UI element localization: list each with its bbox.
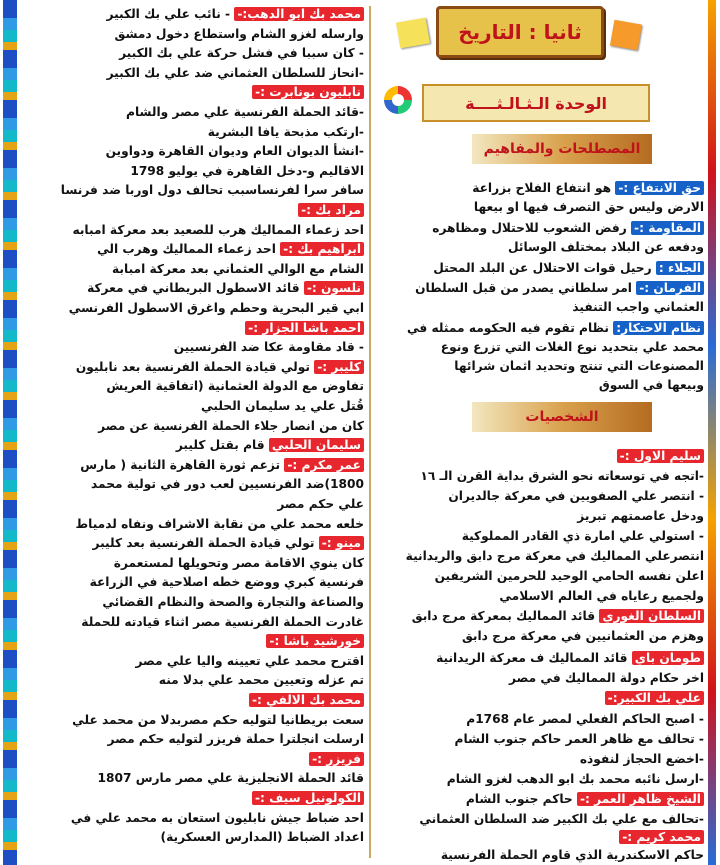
person-line [90, 574, 364, 591]
person-label: مينو :- [319, 536, 364, 550]
person-line [509, 670, 704, 687]
person-label: نابليون بونابرت :- [252, 85, 364, 99]
term-label: المقاومة :- [631, 221, 704, 235]
person-text: ولجميع رعاياه في العالم الاسلامي [499, 589, 704, 603]
term-line [508, 239, 704, 256]
person-line [72, 222, 364, 239]
person-label: كليبر :- [314, 360, 364, 374]
main-title: ثانيا : التاريخ [458, 20, 582, 44]
person-line [75, 516, 364, 533]
person-text: والصناعة والتجارة والصحة والنظام القضائي [102, 595, 364, 609]
term-text: محمد علي بتحديد نوع الغلات التي تزرع ونوع [440, 340, 704, 354]
term-text: هو انتفاع الفلاح بزراعة [472, 181, 612, 195]
person-text: قُتل علي يد سليمان الحلبي [201, 399, 364, 413]
person-line-with-label [97, 241, 364, 258]
person-label: الكولونيل سيف :- [252, 791, 364, 805]
person-line [420, 468, 704, 485]
term-text: ودفعه عن البلاد بمختلف الوسائل [508, 240, 704, 254]
person-text: -قائد الحملة الفرنسية علي مصر والشام [126, 105, 364, 119]
person-text: حاكم جنوب الشام [465, 792, 573, 806]
person-label: فريزر :- [309, 752, 364, 766]
person-line [106, 143, 364, 160]
unit-title: الوحدة الـثـالـثــــة [465, 93, 607, 113]
term-line [415, 280, 704, 297]
term-label: حق الانتفاع :- [615, 181, 704, 195]
person-label: ابراهيم بك :- [280, 242, 364, 256]
terms-heading-box [472, 134, 652, 164]
term-line [599, 377, 704, 394]
term-text: وبيعها في السوق [598, 378, 704, 392]
column-divider [369, 6, 371, 858]
person-text: قام بقتل كليبر [175, 438, 265, 453]
person-text: اخر حكام دولة المماليك في مصر [509, 671, 704, 685]
term-line [454, 358, 704, 375]
person-line [114, 555, 364, 572]
person-line [499, 588, 704, 605]
term-text: امر سلطاني يصدر من قبل السلطان [415, 281, 632, 295]
person-line [447, 771, 704, 788]
person-label: نلسون :- [304, 281, 364, 295]
person-line [577, 508, 704, 525]
term-text: رحيل قوات الاحتلال عن البلد المحتل [433, 261, 652, 275]
person-text: سافر سرا لفرنساسبب تحالف دول اوربا ضد فرنسا [60, 183, 364, 198]
term-line [572, 299, 704, 316]
person-text: -انحاز للسلطان العثماني ضد علي بك الكبير [106, 65, 364, 80]
term-line [472, 180, 704, 197]
person-line [419, 811, 704, 828]
person-line-with-label [309, 751, 364, 768]
sticky-note-icon [610, 20, 642, 50]
person-line [61, 182, 364, 199]
person-line-with-label [80, 457, 364, 474]
term-line [432, 220, 704, 237]
person-line [130, 163, 364, 180]
person-text: كان من انصار جلاء الحملة الفرنسية عن مصر [98, 418, 364, 433]
person-label: الشيخ ظاهر العمر :- [577, 792, 704, 806]
main-title-box [436, 6, 604, 58]
person-text: - قاد مقاومة عكا ضد الفرنسيين [173, 340, 364, 355]
person-line [135, 653, 364, 670]
person-line-with-label [93, 535, 365, 552]
person-line-with-label [176, 437, 364, 454]
term-line [474, 199, 704, 216]
person-line [119, 45, 364, 62]
person-text: الاقاليم و-دخل القاهرة في يوليو 1798 [130, 163, 364, 178]
person-text: وهزم من العثمانيين في معركة مرج دابق [461, 629, 704, 643]
term-text: العثماني واجب التنفيذ [572, 300, 704, 314]
decorative-right-border [708, 0, 716, 865]
term-label: نظام الاحتكار: [613, 321, 704, 335]
person-label: سليمان الحلبي [269, 438, 364, 452]
person-line [455, 731, 704, 748]
person-text: 1800)ضد الفرنسيين لعب دور في تولية محمد [91, 477, 364, 492]
person-text: قائد الاسطول البريطاني في معركة [87, 281, 300, 296]
person-text: - انتصر علي الصفويين في معركة جالديران [448, 489, 704, 503]
person-text: تولي قيادة الحملة الفرنسية بعد نابليون [75, 359, 310, 374]
person-text: حاكم الاسكندرية الذي قاوم الحملة الفرنسية [440, 848, 704, 862]
person-line [81, 614, 364, 631]
person-line-with-label [298, 202, 364, 219]
person-text: انتصرعلي المماليك في معركة مرج دابق والريدانية [405, 549, 704, 563]
person-label: السلطان الغوري [599, 609, 704, 623]
term-label: الجلاء : [656, 261, 704, 275]
term-text: نظام تقوم فيه الحكومه ممثله في [406, 321, 609, 335]
person-text: - تحالف مع ظاهر العمر حاكم جنوب الشام [454, 732, 704, 746]
person-line [174, 339, 364, 356]
person-label: محمد كريم :- [619, 830, 704, 844]
person-line [466, 711, 704, 728]
person-text: قائد المماليك ف معركة الريدانية [436, 651, 628, 665]
person-line [71, 810, 364, 827]
person-text: - اصبح الحاكم الفعلي لمصر عام 1768م [466, 712, 704, 726]
person-text: غادرت الحملة الفرنسية مصر اثناء قيادته للحملة [81, 614, 364, 629]
person-label: محمد بك ابو الدهب:- [234, 7, 364, 21]
person-text: وارسله لغزو الشام واستطاع دخول دمشق [114, 26, 364, 41]
decorative-left-border [3, 0, 17, 865]
term-text: المصنوعات التي تنتج وتحديد اثمان شرائها [454, 359, 704, 373]
people-heading: الشخصيات [525, 409, 599, 425]
person-text: الشام مع الوالي العثماني بعد معركة امبابة [112, 261, 364, 276]
sticky-note-icon [396, 18, 430, 49]
lightbulb-icon [384, 86, 412, 114]
person-heading [617, 448, 704, 465]
person-line [106, 378, 364, 395]
person-text: علي حكم مصر [277, 497, 364, 511]
person-label: خورشيد باشا :- [266, 634, 364, 648]
person-text: تفاوض مع الدولة العثمانية (اتفاقية العريش [106, 379, 364, 394]
person-text: احد زعماء المماليك وهرب الي [97, 242, 276, 257]
person-line [161, 829, 364, 846]
person-line [412, 608, 704, 625]
person-line-with-label [249, 692, 364, 709]
person-text: خلعه محمد علي من نقابة الاشراف ونفاه لدمياط [75, 516, 364, 531]
person-text: - استولي علي امارة ذي القادر المملوكية [461, 529, 704, 543]
person-line-with-label [252, 84, 364, 101]
person-line [580, 751, 704, 768]
person-text: ارسلت انجلترا حملة فريزر لتوليه حكم مصر [107, 732, 364, 747]
person-text: اعداد الضباط (المدارس العسكرية) [160, 830, 364, 845]
person-line [435, 568, 704, 585]
person-line [107, 65, 364, 82]
person-text: تزعم ثورة القاهرة الثانية ( مارس [80, 457, 281, 472]
person-text: -تحالف مع علي بك الكبير ضد السلطان العثماني [419, 812, 704, 826]
term-text: الارض وليس حق التصرف فيها او بيعها [473, 200, 704, 214]
person-text: -ارتكب مذبحة يافا البشرية [207, 124, 364, 139]
person-text: احد زعماء المماليك هرب للصعيد بعد معركة امبابه [72, 222, 364, 237]
person-text: - كان سببا في فشل حركة علي بك الكبير [119, 46, 364, 61]
person-text: -اتجه في توسعاته نحو الشرق بداية القرن الـ ١٦ [420, 469, 704, 483]
person-line-with-label [76, 359, 364, 376]
person-line [98, 770, 364, 787]
person-text: اقترح محمد علي تعيينه واليا علي مصر [135, 653, 364, 668]
person-text: كان ينوي الاقامة مصر وتحويلها لمستعمرة [113, 555, 364, 570]
person-line [91, 476, 364, 493]
person-line [112, 261, 364, 278]
person-text: فرنسية كبري ووضع خطه اصلاحية في الزراعة [89, 575, 364, 590]
person-text: احد ضباط جيش نابليون استعان به محمد علي في [70, 810, 364, 825]
person-text: ابي قير البحرية وحطم واغرق الاسطول الفرنسي [68, 301, 364, 315]
person-text: -انشأ الديوان العام وديوان القاهرة ودواوين [105, 144, 364, 159]
person-text: قائد المماليك بمعركة مرج دابق [411, 609, 596, 623]
people-heading-box [472, 402, 652, 432]
person-line [107, 731, 364, 748]
person-line-with-label [87, 280, 364, 297]
person-text: - نائب علي بك الكبير [106, 7, 231, 21]
person-text: ودخل عاصمتهم تبريز [577, 509, 704, 523]
person-line [201, 398, 364, 415]
person-line [102, 594, 364, 611]
person-label: سليم الاول :- [617, 449, 704, 463]
person-line-with-label [245, 320, 364, 337]
person-line [208, 124, 364, 141]
person-line [436, 650, 704, 667]
terms-heading: المصطلحات والمفاهيم [483, 141, 641, 157]
person-line [159, 672, 364, 689]
person-line [448, 488, 704, 505]
person-heading [619, 829, 704, 846]
person-line-with-label [252, 790, 364, 807]
person-label: محمد بك الالفي :- [249, 693, 364, 707]
person-label: طومان باي [632, 651, 704, 665]
person-label: مراد بك :- [298, 203, 364, 217]
person-line [98, 418, 364, 435]
person-text: -اخضع الحجاز لنفوذه [579, 752, 704, 766]
person-line [462, 528, 704, 545]
person-heading [605, 690, 704, 707]
person-line [466, 791, 704, 808]
person-line [126, 104, 364, 121]
person-label: عمر مكرم :- [284, 458, 364, 472]
person-text: اعلن نفسه الحامي الوحيد للحرمين الشريفين [434, 569, 704, 583]
person-line [277, 496, 364, 513]
person-line [114, 26, 364, 43]
person-text: تولي قيادة الحملة الفرنسية بعد كليبر [92, 536, 315, 551]
person-text: تم عزله وتعيين محمد علي بدلا منه [158, 673, 364, 688]
person-line [462, 628, 704, 645]
term-line [433, 260, 704, 277]
term-text: رفض الشعوب للاحتلال ومظاهره [432, 221, 627, 235]
person-text: قائد الحملة الانجليزية علي مصر مارس 1807 [97, 771, 364, 786]
term-line [441, 339, 704, 356]
unit-title-box [422, 84, 650, 122]
person-line [441, 847, 704, 864]
person-line [406, 548, 704, 565]
person-line [72, 712, 364, 729]
person-line-with-label [266, 633, 364, 650]
term-label: الفرمان :- [636, 281, 704, 295]
term-line [407, 320, 704, 337]
person-text: سعت بريطانيا لتوليه حكم مصربدلا من محمد علي [72, 712, 364, 727]
person-label: احمد باشا الجزار :- [245, 321, 364, 335]
person-line-with-label [106, 6, 364, 23]
person-label: علي بك الكبير:- [605, 691, 704, 705]
person-line [69, 300, 364, 317]
person-text: -ارسل نائبه محمد بك ابو الدهب لغزو الشام [446, 772, 704, 786]
